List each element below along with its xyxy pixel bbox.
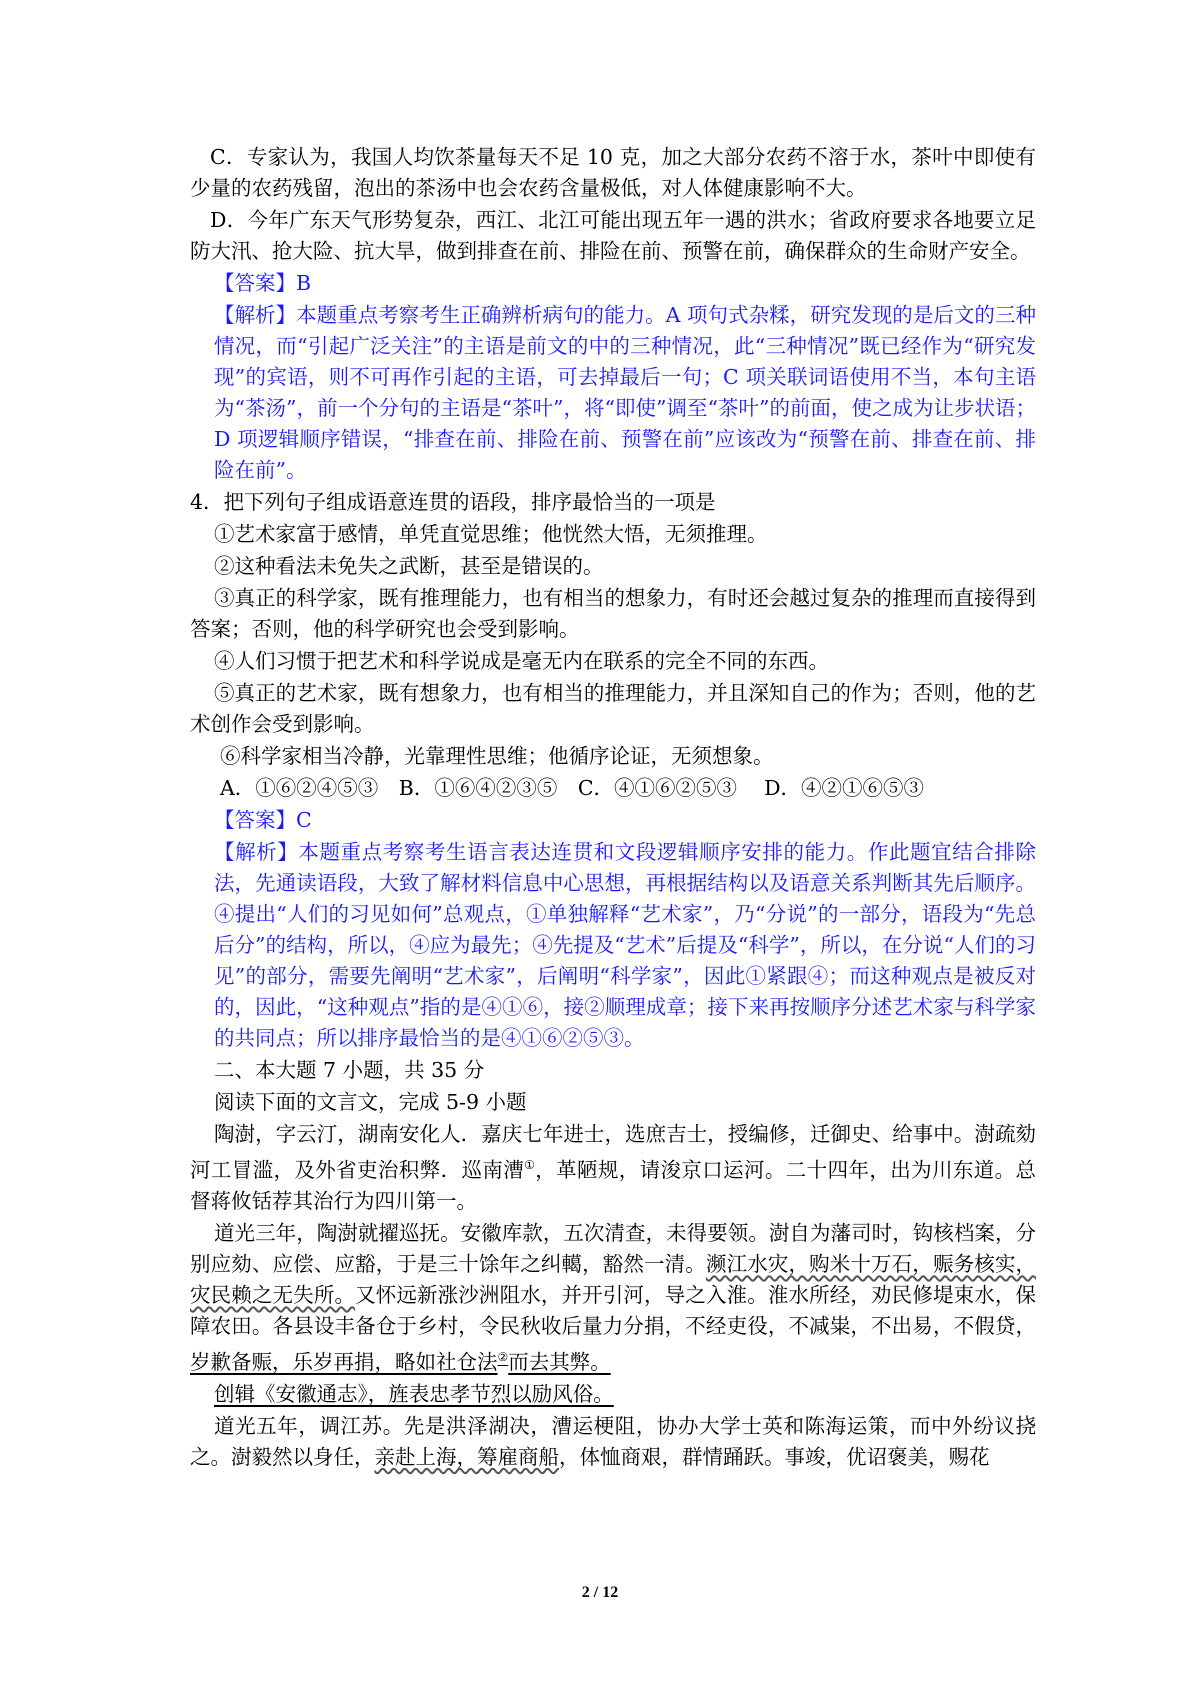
q4-sentence-6: ⑥科学家相当冷静，光靠理性思维；他循序论证，无须想象。 xyxy=(220,744,774,768)
section2-instruction: 阅读下面的文言文，完成 5-9 小题 xyxy=(214,1090,527,1114)
p4-text-b: ，体恤商艰，群情踊跃。事竣，优诏褒美，赐花 xyxy=(559,1444,990,1469)
q4-options: A．①⑥②④⑤③ B．①⑥④②③⑤ C．④①⑥②⑤③ D．④②①⑥⑤③ xyxy=(220,776,925,800)
q3-option-d: D．今年广东天气形势复杂，西江、北江可能出现五年一遇的洪水；省政府要求各地要立足防大汛、抢大险、抗大旱，做到排查在前、排险在前、预警在前，确保群众的生命财产安全。 xyxy=(190,208,1036,263)
p1-text-b: ，革陋规，请浚京口运河。二十四年，出为川东道。总督蒋攸铦荐其治行为四川第一。 xyxy=(190,1157,1036,1213)
p2-text-a: 道光三年，陶澍就擢巡抚。安徽库款，五次清查，未得要领。澍自为藩司时，钩核档案，分别应劾、应偿、应豁，于是三十馀年之纠轕，豁然一清。 xyxy=(190,1220,1036,1276)
q4-answer: 【答案】C xyxy=(214,808,312,832)
classical-paragraph-1 xyxy=(190,1119,1036,1217)
p4-text-a: 道光五年，调江苏。先是洪泽湖决，漕运梗阻，协办大学士英和陈海运策，而中外纷议挠之。澍毅然以身任， xyxy=(190,1413,1036,1469)
q4-stem: 4．把下列句子组成语意连贯的语段，排序最恰当的一项是 xyxy=(190,490,716,514)
p3-underline: 创辑《安徽通志》，旌表忠孝节烈以励风俗。 xyxy=(214,1381,614,1406)
p1-text-a: 陶澍，字云汀，湖南安化人．嘉庆七年进士，选庶吉士，授编修，迁御史、给事中。澍疏劾河工冒滥，及外省吏治积弊．巡南漕 xyxy=(190,1122,1036,1182)
q3-option-c: C．专家认为，我国人均饮茶量每天不足 10 克，加之大部分农药不溶于水，茶叶中即使有少量的农药残留，泡出的茶汤中也会农药含量极低，对人体健康影响不大。 xyxy=(190,145,1036,200)
footnote-mark-1: ① xyxy=(524,1158,536,1172)
classical-paragraph-3 xyxy=(190,1379,1036,1410)
p2-underline-end: 而去其弊。 xyxy=(508,1349,611,1374)
q4-sentence-4: ④人们习惯于把艺术和科学说成是毫无内在联系的完全不同的东西。 xyxy=(214,649,829,673)
classical-paragraph-4 xyxy=(190,1411,1036,1473)
page-number: 2 / 12 xyxy=(581,1584,619,1601)
p4-wavy-underline: 亲赴上海，筹雇商船 xyxy=(374,1444,559,1469)
p2-text-b: 又怀远新涨沙洲阻水，并开引河，导之入淮。淮水所经，劝民修堤束水，保障农田。各县设丰备仓于乡村，令民秋收后量力分捐，不经吏役，不减粜，不出易，不假贷， xyxy=(190,1282,1037,1338)
q4-sentence-1: ①艺术家富于感情，单凭直觉思维；他恍然大悟，无须推理。 xyxy=(214,522,768,546)
footnote-mark-2: ② xyxy=(497,1349,509,1364)
p2-wavy-underline: 濒江水灾，购米十万石，赈务核实，灾民赖之无失所。 xyxy=(190,1251,1036,1307)
q4-sentence-5: ⑤真正的艺术家，既有想象力，也有相当的推理能力，并且深知自己的作为；否则，他的艺术创作会受到影响。 xyxy=(190,681,1036,736)
q3-analysis: 【解析】本题重点考察考生正确辨析病句的能力。A 项句式杂糅，研究发现的是后文的三种情况，而“引起广泛关注”的主语是前文的中的三种情况，此“三种情况”既已经作为“研究发现”的宾语，则不可再作引起的主语，可去掉最后一句；C 项关联词语使用不当，本句主语为“茶汤”，前一个分句的主语是“茶叶”，将“即使”调至“茶叶”的前面，使之成为让步状语；D 项逻辑顺序错误，“排查在前、排险在前、预警在前”应该改为“预警在前、排查在前、排险在前”。 xyxy=(214,303,1036,482)
q4-analysis: 【解析】本题重点考察考生语言表达连贯和文段逻辑顺序安排的能力。作此题宜结合排除法，先通读语段，大致了解材料信息中心思想，再根据结构以及语意关系判断其先后顺序。④提出“人们的习见如何”总观点，①单独解释“艺术家”，乃“分说”的一部分，语段为“先总后分”的结构，所以，④应为最先；④先提及“艺术”后提及“科学”，所以，在分说“人们的习见”的部分，需要先阐明“艺术家”，后阐明“科学家”，因此①紧跟④；而这种观点是被反对的，因此，“这种观点”指的是④①⑥，接②顺理成章；接下来再按顺序分述艺术家与科学家的共同点；所以排序最恰当的是④①⑥②⑤③。 xyxy=(214,840,1036,1050)
classical-paragraph-2 xyxy=(190,1218,1036,1378)
q3-answer: 【答案】B xyxy=(214,271,312,295)
q4-sentence-3: ③真正的科学家，既有推理能力，也有相当的想象力，有时还会越过复杂的推理而直接得到答案；否则，他的科学研究也会受到影响。 xyxy=(190,586,1036,641)
p2-underline: 岁歉备赈，乐岁再捐，略如社仓法 xyxy=(190,1349,498,1374)
q4-sentence-2: ②这种看法未免失之武断，甚至是错误的。 xyxy=(214,554,604,578)
page-content xyxy=(190,142,1036,1474)
section2-heading: 二、本大题 7 小题，共 35 分 xyxy=(214,1058,485,1082)
